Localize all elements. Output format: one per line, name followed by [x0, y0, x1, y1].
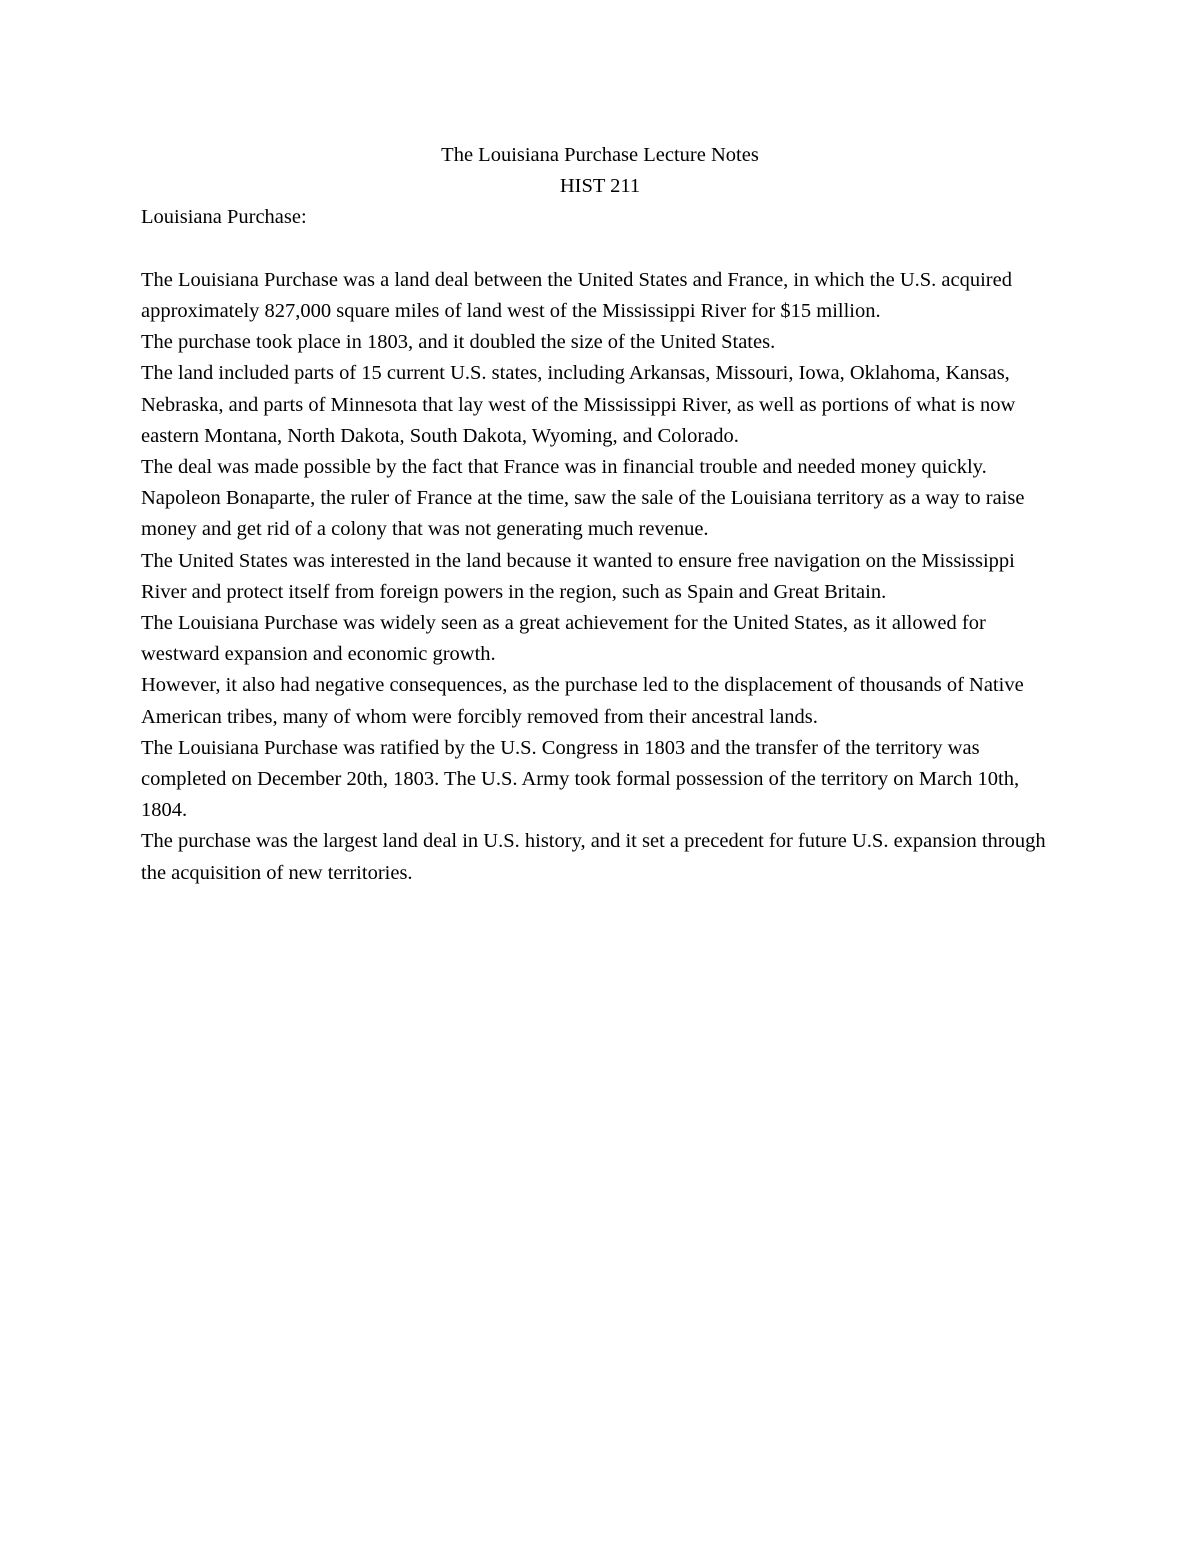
paragraph-1: The Louisiana Purchase was a land deal between the United States and France, in which the U.S. acquired approximately 827,000 square miles of land west of the Mississippi River for $15 million.	[141, 268, 1012, 322]
paragraph-3: The land included parts of 15 current U.S. states, including Arkansas, Missouri, Iowa, Oklahoma, Kansas, Nebraska, and parts of Minnesota that lay west of the Mississippi River, as well as portions of what is now eastern Montana, North Dakota, South Dakota, Wyoming, and Colorado.	[141, 362, 1016, 447]
paragraph-8: The Louisiana Purchase was ratified by the U.S. Congress in 1803 and the transfer of the territory was completed on December 20th, 1803. The U.S. Army took formal possession of the territory on March 10th, 1804.	[141, 736, 1020, 822]
paragraph-2: The purchase took place in 1803, and it doubled the size of the United States.	[141, 331, 776, 354]
paragraph-7: However, it also had negative consequences, as the purchase led to the displacement of thousands of Native American tribes, many of whom were forcibly removed from their ancestral lands.	[141, 674, 1024, 728]
paragraph-9: The purchase was the largest land deal in U.S. history, and it set a precedent for future U.S. expansion through the acquisition of new territories.	[141, 830, 1046, 884]
document-body	[141, 140, 1061, 889]
section-heading: Louisiana Purchase:	[141, 206, 307, 229]
course-code: HIST 211	[559, 175, 641, 198]
blank-line	[141, 234, 1061, 265]
paragraph-6: The Louisiana Purchase was widely seen as a great achievement for the United States, as it allowed for westward expansion and economic growth.	[141, 612, 986, 666]
paragraph-5: The United States was interested in the land because it wanted to ensure free navigation on the Mississippi River and protect itself from foreign powers in the region, such as Spain and Great Britain.	[141, 549, 1015, 603]
paragraph-4: The deal was made possible by the fact that France was in financial trouble and needed money quickly. Napoleon Bonaparte, the ruler of France at the time, saw the sale of the Louisiana territory as a way to raise money and get rid of a colony that was not generating much revenue.	[141, 456, 1025, 541]
document-title: The Louisiana Purchase Lecture Notes	[441, 144, 759, 166]
